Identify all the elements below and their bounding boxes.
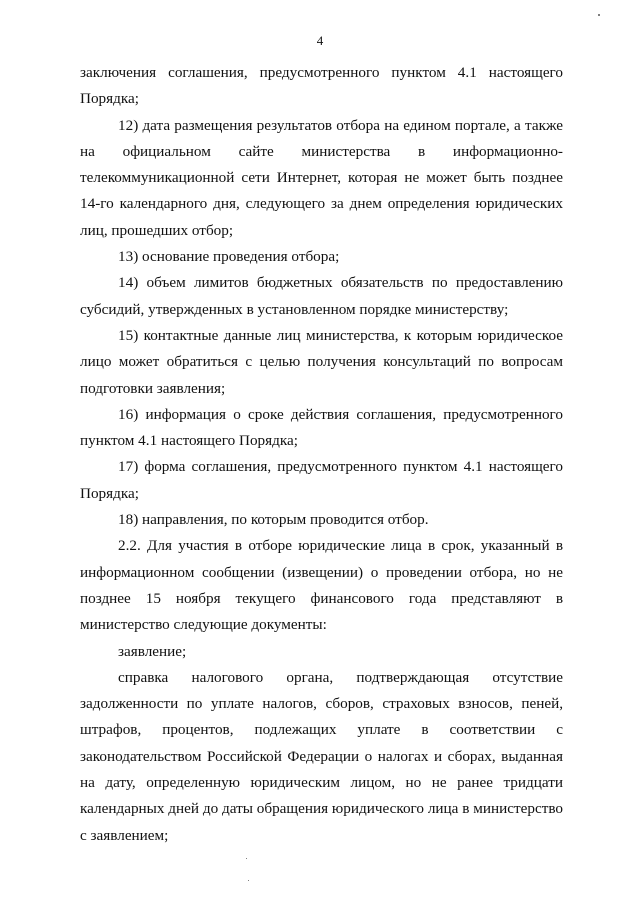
paragraph-document-application: заявление; [118, 642, 187, 660]
paragraph-item-14: 14) объем лимитов бюджетных обязательств по предоставлению субсидий, утвержденных в установленном порядке министерству; [80, 274, 563, 318]
paragraph-item-16: 16) информация о сроке действия соглашения, предусмотренного пунктом 4.1 настоящего Порядка; [80, 405, 563, 450]
paragraph-item-15: 15) контактные данные лиц министерства, к которым юридическое лицо может обратиться с целью получения консультаций по вопросам подготовки заявления; [80, 326, 563, 397]
paragraph-item-18: 18) направления, по которым проводится отбор. [118, 511, 429, 529]
paragraph-item-17: 17) форма соглашения, предусмотренного пунктом 4.1 настоящего Порядка; [80, 458, 563, 502]
paragraph-item-12: 12) дата размещения результатов отбора на едином портале, а также на официальном сайте министерства в информационно-телекоммуникационной сети Интернет, которая не может быть позднее 14-го календарного дня, следующего за днем определения юридических лиц, прошедших отбор; [80, 116, 563, 239]
paragraph-item-13: 13) основание проведения отбора; [118, 248, 340, 266]
page-number: 4 [316, 33, 324, 48]
scan-speck [248, 880, 249, 881]
paragraph-document-tax-certificate: справка налогового органа, подтверждающая отсутствие задолженности по уплате налогов, сборов, страховых взносов, пеней, штрафов, процентов, подлежащих уплате в соответствии с законодательством Российской Федерации о налогах и сборах, выданная на дату, определенную юридическим лицом, но не ранее тридцати календарных дней до даты обращения юридического лица в министерство с заявлением; [80, 668, 563, 844]
paragraph-continuation: заключения соглашения, предусмотренного пунктом 4.1 настоящего Порядка; [80, 64, 563, 108]
document-body [80, 60, 563, 849]
scan-speck [246, 858, 247, 859]
scan-speck [598, 14, 600, 16]
paragraph-section-2-2: 2.2. Для участия в отборе юридические лица в срок, указанный в информационном сообщении (извещении) о проведении отбора, но не позднее 15 ноября текущего финансового года представляют в министерство следующие документы: [80, 537, 563, 634]
